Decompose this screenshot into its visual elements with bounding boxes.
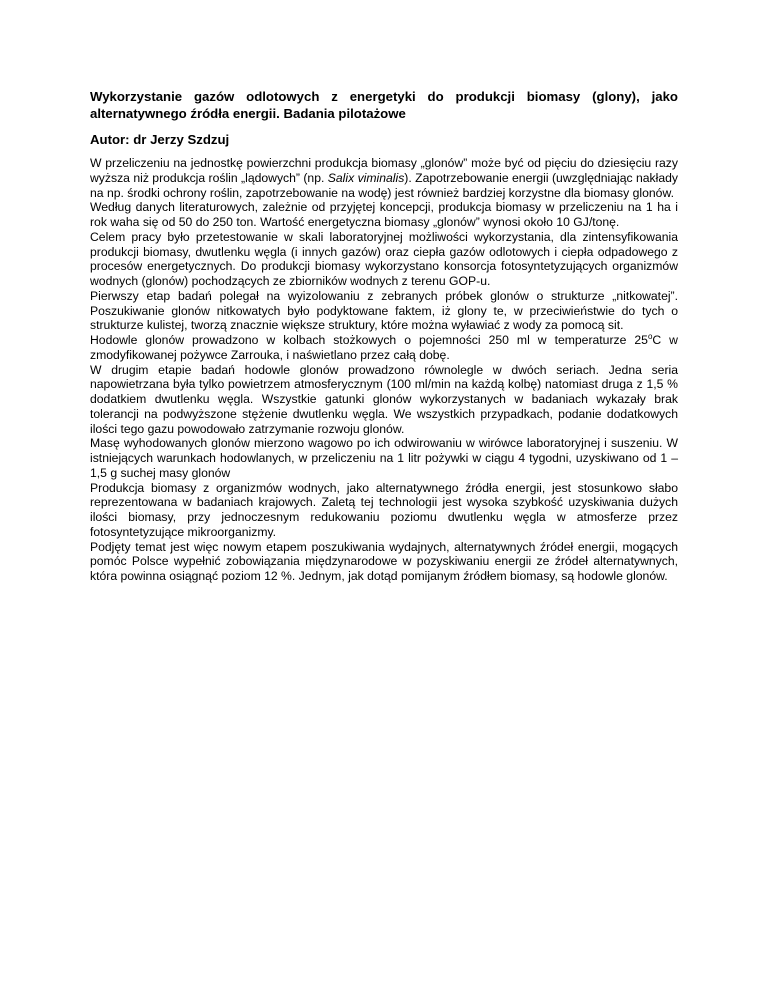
species-name: Salix viminalis — [327, 170, 405, 185]
paragraph-6: W drugim etapie badań hodowle glonów prowadzono równolegle w dwóch seriach. Jedna seria napowietrzana była tylko powietrzem atmosferycznym (100 ml/min na każdą kolbę) natomiast druga z 1,5 % dodatkiem dwutlenku węgla. Wszystkie gatunki glonów wykorzystanych w badaniach wykazały brak tolerancji na podwyższone stężenie dwutlenku węgla. We wszystkich przypadkach, podanie dodatkowych ilości tego gazu powodowało zatrzymanie rozwoju glonów. — [90, 362, 678, 436]
document-page — [90, 88, 678, 584]
paragraph-1-start: W przeliczeniu na jednostkę powierzchni produkcja biomasy „glonów” może być od pięciu do dziesięciu razy wyższa niż produkcja roślin „lądowych” (np. — [90, 156, 678, 185]
paragraph-1 — [90, 156, 678, 200]
paragraph-3: Celem pracy było przetestowanie w skali laboratoryjnej możliwości wykorzystania, dla zintensyfikowania produkcji biomasy, dwutlenku węgla (i innych gazów) oraz ciepła gazów odlotowych i ciepła odpadowego z procesów energetycznych. Do produkcji biomasy wykorzystano konsorcja fotosyntetyzujących organizmów wodnych (glonów) pochodzących ze zbiorników wodnych z terenu GOP-u. — [90, 229, 678, 288]
degree-superscript: o — [647, 331, 653, 341]
paragraph-4: Pierwszy etap badań polegał na wyizolowaniu z zebranych próbek glonów o strukturze „nitkowatej”. Poszukiwanie glonów nitkowatych było podyktowane faktem, iż glony te, w przeciwieństwie do tych o strukturze kulistej, tworzą znacznie większe struktury, które można wyławiać z wody za pomocą sit. — [90, 288, 678, 333]
paragraph-5-end: C w zmodyfikowanej pożywce Zarrouka, i naświetlano przez całą dobę. — [90, 333, 678, 362]
paragraph-7: Masę wyhodowanych glonów mierzono wagowo po ich odwirowaniu w wirówce laboratoryjnej i suszeniu. W istniejących warunkach hodowlanych, w przeliczeniu na 1 litr pożywki w ciągu 4 tygodni, uzyskiwano od 1 – 1,5 g suchej masy glonów — [90, 436, 678, 480]
document-title: Wykorzystanie gazów odlotowych z energetyki do produkcji biomasy (glony), jako alternatywnego źródła energii. Badania pilotażowe — [90, 89, 678, 121]
paragraph-5-start: Hodowle glonów prowadzono w kolbach stożkowych o pojemności 250 ml w temperaturze 25 — [90, 333, 648, 347]
paragraph-2: Według danych literaturowych, zależnie od przyjętej koncepcji, produkcja biomasy w przeliczeniu na 1 ha i rok waha się od 50 do 250 ton. Wartość energetyczna biomasy „glonów” wynosi około 10 GJ/tonę. — [90, 200, 678, 229]
paragraph-1-end: ). Zapotrzebowanie energii (uwzględniając nakłady na np. środki ochrony roślin, zapotrzebowanie na wodę) jest również bardziej korzystne dla biomasy glonów. — [90, 170, 678, 200]
document-author: Autor: dr Jerzy Szdzuj — [90, 132, 230, 147]
paragraph-8: Produkcja biomasy z organizmów wodnych, jako alternatywnego źródła energii, jest stosunkowo słabo reprezentowana w badaniach krajowych. Zaletą tej technologii jest wysoka szybkość uzyskiwania dużych ilości biomasy, przy jednoczesnym redukowaniu poziomu dwutlenku węgla w atmosferze przez fotosyntetyzujące mikroorganizmy. — [90, 480, 678, 539]
paragraph-9: Podjęty temat jest więc nowym etapem poszukiwania wydajnych, alternatywnych źródeł energii, mogących pomóc Polsce wypełnić zobowiązania międzynarodowe w pozyskiwaniu energii ze źródeł alternatywnych, która powinna osiągnąć poziom 12 %. Jednym, jak dotąd pomijanym źródłem biomasy, są hodowle glonów. — [90, 539, 678, 583]
paragraph-5 — [90, 333, 678, 363]
